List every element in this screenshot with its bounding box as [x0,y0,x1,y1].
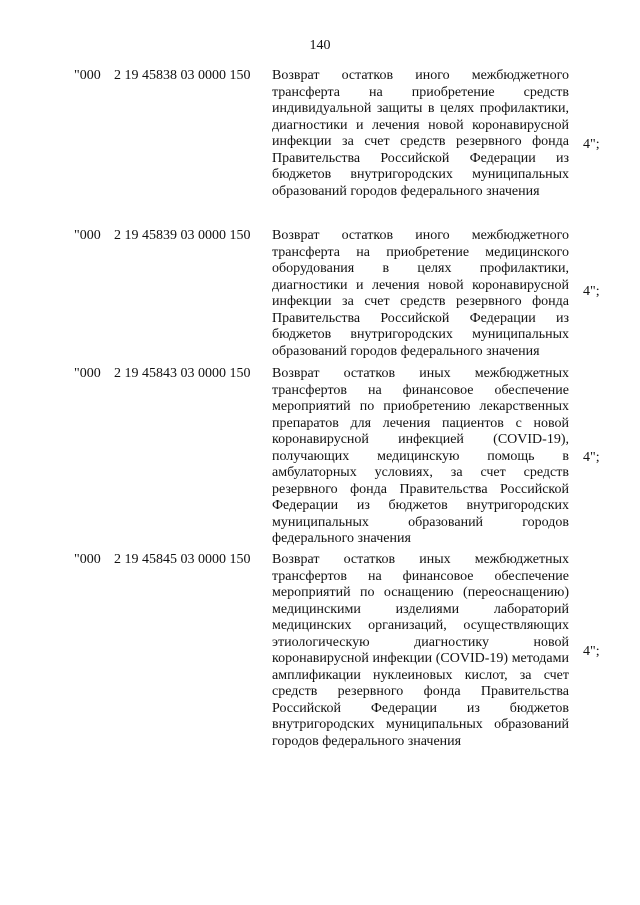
budget-code: 2 19 45845 03 0000 150 [114,552,251,567]
row-prefix: "000 [74,552,101,567]
row-prefix: "000 [74,228,101,243]
budget-code: 2 19 45843 03 0000 150 [114,366,251,381]
budget-code: 2 19 45838 03 0000 150 [114,68,251,83]
row-description: Возврат остатков иных межбюджетных трансфертов на финансовое обеспечение мероприятий по приобретению лекарственных препаратов для лечения пациентов с новой коронавирусной инфекцией (COVID-19), получающих медицинскую помощь в амбулаторных условиях, за счет средств резервного фонда Правительства Российской Федерации из бюджетов внутригородских муниципальных образований городов федерального значения [272,366,569,546]
row-description: Возврат остатков иного межбюджетного трансферта на приобретение медицинского оборудования в целях профилактики, диагностики и лечения новой коронавирусной инфекции за счет средств резервного фонда Правительства Российской Федерации из бюджетов внутригородских муниципальных образований городов федерального значения [272,228,569,359]
row-prefix: "000 [74,68,101,83]
row-description: Возврат остатков иного межбюджетного трансферта на приобретение средств индивидуальной защиты в целях профилактики, диагностики и лечения новой коронавирусной инфекции за счет средств резервного фонда Правительства Российской Федерации из бюджетов внутригородских муниципальных образований городов федерального значения [272,68,569,199]
row-value: 4"; [583,137,600,152]
row-value: 4"; [583,450,600,465]
row-value: 4"; [583,644,600,659]
budget-code: 2 19 45839 03 0000 150 [114,228,251,243]
row-value: 4"; [583,284,600,299]
row-description: Возврат остатков иных межбюджетных трансфертов на финансовое обеспечение мероприятий по оснащению (переоснащению) медицинскими изделиями лабораторий медицинских организаций, осуществляющих этиологическую диагностику новой коронавирусной инфекции (COVID-19) методами амплификации нуклеиновых кислот, за счет средств резервного фонда Правительства Российской Федерации из бюджетов внутригородских муниципальных образований городов федерального значения [272,552,569,749]
row-prefix: "000 [74,366,101,381]
page-number: 140 [309,38,331,53]
